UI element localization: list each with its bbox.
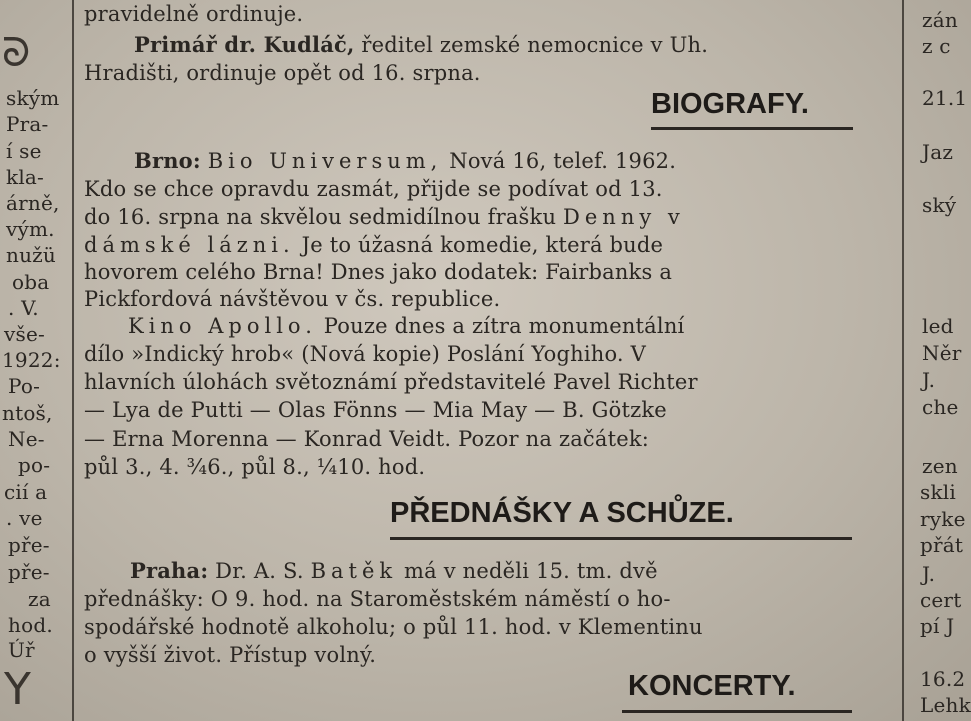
praha-line: přednášky: O 9. hod. na Staroměstském náměstí o ho- xyxy=(84,587,671,611)
decorative-glyph-top: ᘐ xyxy=(2,30,31,76)
left-line: po- xyxy=(18,453,51,477)
right-line: J. xyxy=(922,562,936,586)
film-title: dámské lázni. xyxy=(84,233,295,257)
right-line: J. xyxy=(922,368,936,392)
praha-text: má v neděli 15. tm. dvě xyxy=(397,559,658,583)
cinema-name: Kino Apollo. xyxy=(128,314,317,338)
apollo-text: Pouze dnes a zítra monumentální xyxy=(316,314,685,338)
left-line: ntoš, xyxy=(2,401,53,425)
left-line: ským xyxy=(6,86,60,110)
doctor-text: ředitel zemské nemocnice v Uh. xyxy=(354,33,709,57)
left-line: vým. xyxy=(6,217,55,241)
brno-text: Je to úžasná komedie, která bude xyxy=(294,233,664,257)
intro-line: Hradišti, ordinuje opět od 16. srpna. xyxy=(84,61,481,85)
right-line: přát xyxy=(920,533,964,557)
right-line: led xyxy=(922,314,954,338)
column-rule-right xyxy=(902,0,904,721)
left-line: . V. xyxy=(8,296,39,320)
brno-text: do 16. srpna na skvělou sedmidílnou frašku xyxy=(84,205,564,229)
decorative-glyph-bottom: Y xyxy=(4,664,31,715)
apollo-line: — Lya de Putti — Olas Fönns — Mia May — B. Götzke xyxy=(84,398,667,422)
right-line: 16.2 xyxy=(920,667,966,691)
lecturer-name: Batěk xyxy=(310,559,398,583)
heading-prednasky: PŘEDNÁŠKY A SCHŮZE. xyxy=(390,497,734,529)
right-line: Něr xyxy=(922,341,962,365)
left-line: 1922: xyxy=(2,348,61,372)
right-line: pí J xyxy=(920,614,955,638)
brno-cinema: Bio Universum, xyxy=(207,149,443,173)
doctor-name: Primář dr. Kudláč, xyxy=(134,32,355,57)
heading-koncerty: KONCERTY. xyxy=(628,670,796,702)
left-line: Pra- xyxy=(6,112,49,136)
apollo-line: — Erna Morenna — Konrad Veidt. Pozor na začátek: xyxy=(84,427,650,451)
apollo-line: půl 3., 4. ¾6., půl 8., ¼10. hod. xyxy=(84,455,426,479)
film-title: Denny v xyxy=(563,205,685,229)
heading-biografy-rule xyxy=(651,127,853,130)
brno-label: Brno: xyxy=(134,148,201,173)
intro-line xyxy=(134,32,708,57)
apollo-line: hlavních úlohách světoznámí představitelé Pavel Richter xyxy=(84,370,698,394)
left-line: . ve xyxy=(6,506,43,530)
apollo-line: dílo »Indický hrob« (Nová kopie) Poslání Yoghiho. V xyxy=(84,342,647,366)
apollo-line xyxy=(128,314,684,338)
brno-line: Pickfordová návštěvou v čs. republice. xyxy=(84,287,501,311)
left-line: í se xyxy=(6,139,42,163)
right-line: Lehk xyxy=(920,693,971,717)
praha-label: Praha: xyxy=(130,558,209,583)
left-line: pře- xyxy=(8,560,50,584)
left-line: hod. xyxy=(8,613,53,637)
praha-line xyxy=(130,558,658,583)
brno-line: Kdo se chce opravdu zasmát, přijde se podívat od 13. xyxy=(84,177,663,201)
left-line: za xyxy=(28,587,51,611)
brno-line xyxy=(84,233,663,257)
brno-text: Nová 16, telef. 1962. xyxy=(442,149,677,173)
brno-line: hovorem celého Brna! Dnes jako dodatek: Fairbanks a xyxy=(84,260,673,284)
praha-line: o vyšší život. Přístup volný. xyxy=(84,643,377,667)
left-line: Ne- xyxy=(8,427,45,451)
right-line: ský xyxy=(922,193,957,217)
left-line: cií a xyxy=(4,480,48,504)
right-line: skli xyxy=(920,480,956,504)
right-line: Jaz xyxy=(922,140,954,164)
heading-biografy: BIOGRAFY. xyxy=(651,88,809,120)
left-line: Úř xyxy=(8,638,35,662)
left-line: oba xyxy=(12,270,50,294)
column-rule-left xyxy=(72,0,74,721)
praha-line: spodářské hodnotě alkoholu; o půl 11. hod. v Klementinu xyxy=(84,615,703,639)
right-line: che xyxy=(922,395,959,419)
heading-prednasky-rule xyxy=(390,537,852,540)
left-line: nužü xyxy=(6,243,56,267)
right-line: z c xyxy=(922,34,951,58)
right-line: zán xyxy=(922,8,958,32)
right-line: ryke xyxy=(920,507,966,531)
left-line: pře- xyxy=(8,533,50,557)
left-line: árně, xyxy=(6,191,60,215)
intro-line: pravidelně ordinuje. xyxy=(84,2,304,26)
praha-text: Dr. A. S. xyxy=(208,559,311,583)
right-line: zen xyxy=(922,454,958,478)
heading-koncerty-rule xyxy=(622,710,852,713)
brno-line xyxy=(84,205,685,229)
right-line: cert xyxy=(920,588,962,612)
left-line: kla- xyxy=(6,165,44,189)
brno-line xyxy=(134,148,676,173)
left-line: Po- xyxy=(8,374,41,398)
right-line: 21.1 xyxy=(922,86,968,110)
right-column xyxy=(918,0,971,721)
left-line: vše- xyxy=(4,322,45,346)
